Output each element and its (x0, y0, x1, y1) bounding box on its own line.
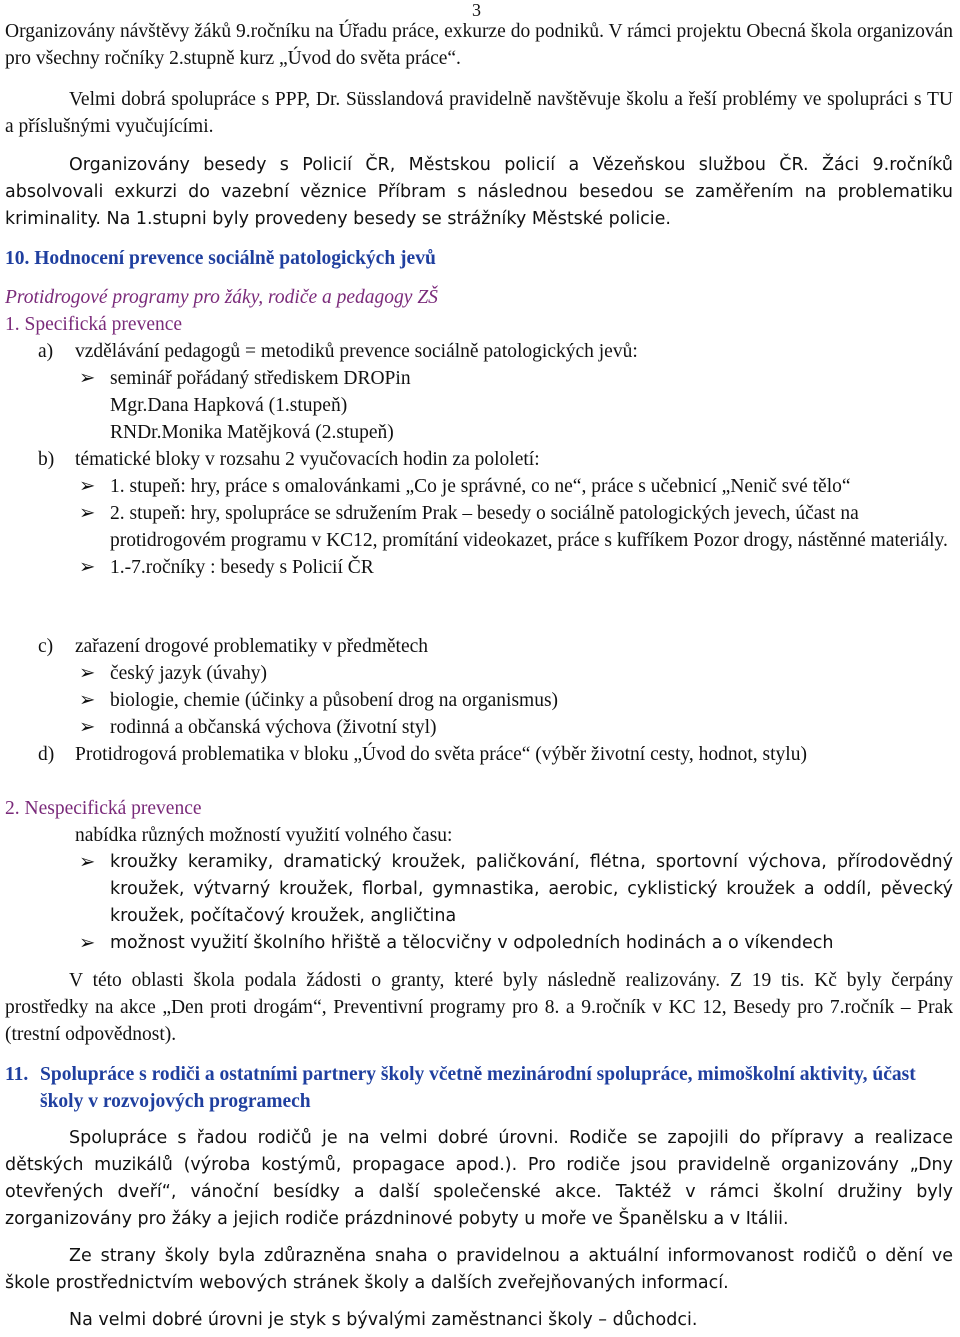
list-c-text: zařazení drogové problematiky v předmětech (75, 636, 429, 657)
arrow-bullet-icon: ➢ (79, 663, 96, 684)
nonspecific-bullet-1: kroužky keramiky, dramatický kroužek, paličkování, flétna, sportovní výchova, přírodovědný kroužek, výtvarný kroužek, florbal, gymnastika, aerobic, cyklistický kroužek a oddíl, pěvecký kroužek, počítačový kroužek, angličtina (110, 852, 953, 926)
section-11-paragraph-1: Spolupráce s řadou rodičů je na velmi dobré úrovni. Rodiče se zapojili do přípravy a realizace dětských muzikálů (výroba kostýmů, propagace apod.). Pro rodiče jsou pravidelně organizovány „Dny otevřených dveří“, vánoční besídky a další společenské akce. Taktéž v rámci školní družiny byly zorganizovány pro žáky a jejich rodiče prázdninové pobyty u moře ve Španělsku a v Itálii. (5, 1128, 953, 1229)
nonspecific-prevention-heading: 2. Nespecifická prevence (5, 798, 202, 819)
section-10-subtitle: Protidrogové programy pro žáky, rodiče a pedagogy ZŠ (5, 287, 438, 308)
nonspecific-list (5, 822, 953, 957)
section-10-number: 10. (5, 248, 30, 269)
arrow-bullet-icon: ➢ (79, 717, 96, 738)
section-10-title: Hodnocení prevence sociálně patologických jevů (34, 248, 436, 269)
arrow-bullet-icon: ➢ (79, 476, 96, 497)
section-10-heading (5, 245, 953, 272)
section-11-p1-wrap (5, 1125, 953, 1233)
intro-2-wrap (5, 86, 953, 140)
arrow-bullet-icon: ➢ (79, 503, 96, 524)
list-b-row (5, 446, 953, 473)
list-a-label: a) (38, 341, 54, 362)
list-d-label: d) (38, 744, 55, 765)
intro-paragraph-3: Organizovány besedy s Policií ČR, Městskou policií a Vězeňskou službou ČR. Žáci 9.ročníků absolvovali exkurzi do vazební věznice Příbram s následnou besedou se zaměřením na problematiku kriminality. Na 1.stupni byly provedeny besedy se strážníky Městské policie. (5, 155, 953, 229)
section-11-row (5, 1061, 953, 1115)
intro-paragraph-2: Velmi dobrá spolupráce s PPP, Dr. Süsslandová pravidelně navštěvuje školu a řeší problémy ve spolupráci s TU a příslušnými vyučujícími. (5, 89, 953, 137)
list-c (5, 633, 953, 741)
list-a-bullet (75, 365, 953, 392)
list-item (75, 714, 953, 741)
list-b-bullet-1: 1. stupeň: hry, práce s omalovánkami „Co je správné, co ne“, práce s učebnicí „Nenič své tělo“ (110, 476, 851, 497)
grants-paragraph: V této oblasti škola podala žádosti o granty, které byly následně realizovány. Z 19 tis. Kč byly čerpány prostředky na akce „Den proti drogám“, Preventivní programy pro 8. a 9.ročník v KC 12, Besedy pro 7.ročník – Prak (trestní odpovědnost). (5, 970, 953, 1045)
list-d-row (5, 741, 953, 768)
section-11-p2-wrap (5, 1243, 953, 1297)
list-c-bullet-1: český jazyk (úvahy) (110, 663, 268, 684)
section-11-number: 11. (5, 1064, 29, 1085)
list-item (75, 554, 953, 581)
list-b (5, 446, 953, 581)
intro-3-wrap (5, 152, 953, 233)
list-d (5, 741, 953, 768)
list-c-label: c) (38, 636, 54, 657)
list-item (75, 930, 953, 957)
section-11-p3-wrap (5, 1307, 953, 1334)
nonspecific-intro: nabídka různých možností využití volného času: (75, 825, 453, 846)
arrow-bullet-icon: ➢ (79, 557, 96, 578)
list-item (75, 500, 953, 554)
list-item (75, 660, 953, 687)
list-c-bullet-3: rodinná a občanská výchova (životní styl) (110, 717, 437, 738)
list-item (75, 473, 953, 500)
list-a-bullet-text: seminář pořádaný střediskem DROPin (110, 368, 411, 389)
list-b-bullet-3: 1.-7.ročníky : besedy s Policií ČR (110, 557, 374, 578)
section-11-paragraph-2: Ze strany školy byla zdůrazněna snaha o pravidelnou a aktuální informovanost rodičů o dění ve škole prostřednictvím webových stránek školy a dalších zveřejňovaných informací. (5, 1246, 953, 1293)
list-a-text: vzdělávání pedagogů = metodiků prevence sociálně patologických jevů: (75, 341, 638, 362)
list-a (5, 338, 953, 446)
list-d-text: Protidrogová problematika v bloku „Úvod do světa práce“ (výběr životní cesty, hodnot, stylu) (75, 744, 807, 765)
intro (5, 18, 953, 72)
intro-paragraph-1: Organizovány návštěvy žáků 9.ročníku na Úřadu práce, exkurze do podniků. V rámci projektu Obecná škola organizován pro všechny ročníky 2.stupně kurz „Úvod do světa práce“. (5, 21, 953, 69)
arrow-bullet-icon: ➢ (79, 368, 96, 389)
section-11-heading (5, 1061, 953, 1115)
list-item (75, 849, 953, 930)
list-b-label: b) (38, 449, 55, 470)
lecturer-1: Mgr.Dana Hapková (1.stupeň) (110, 395, 348, 416)
list-b-text: tématické bloky v rozsahu 2 vyučovacích hodin za pololetí: (75, 449, 540, 470)
list-b-bullet-2: 2. stupeň: hry, spolupráce se sdružením Prak – besedy o sociálně patologických jevech, účast na protidrogovém programu v KC12, promítání videokazet, práce s kufříkem Pozor drogy, nástěnné materiály. (110, 503, 948, 551)
list-c-row (5, 633, 953, 660)
list-item (75, 687, 953, 714)
arrow-bullet-icon: ➢ (79, 933, 96, 954)
section-11-paragraph-3: Na velmi dobré úrovni je styk s bývalými zaměstnanci školy – důchodci. (69, 1310, 698, 1330)
lecturer-2: RNDr.Monika Matějková (2.stupeň) (110, 422, 394, 443)
list-a-row (5, 338, 953, 365)
arrow-bullet-icon: ➢ (79, 690, 96, 711)
arrow-bullet-icon: ➢ (79, 852, 96, 873)
grants-wrap (5, 967, 953, 1048)
section-11-title: Spolupráce s rodiči a ostatními partnery školy včetně mezinárodní spolupráce, mimoškolní aktivity, účast školy v rozvojových programech (40, 1064, 916, 1112)
page-number: 3 (472, 0, 481, 20)
nonspecific-bullet-2: možnost využití školního hřiště a tělocvičny v odpoledních hodinách a o víkendech (110, 933, 834, 953)
list-c-bullet-2: biologie, chemie (účinky a působení drog na organismus) (110, 690, 559, 711)
specific-prevention-heading: 1. Specifická prevence (5, 314, 183, 335)
